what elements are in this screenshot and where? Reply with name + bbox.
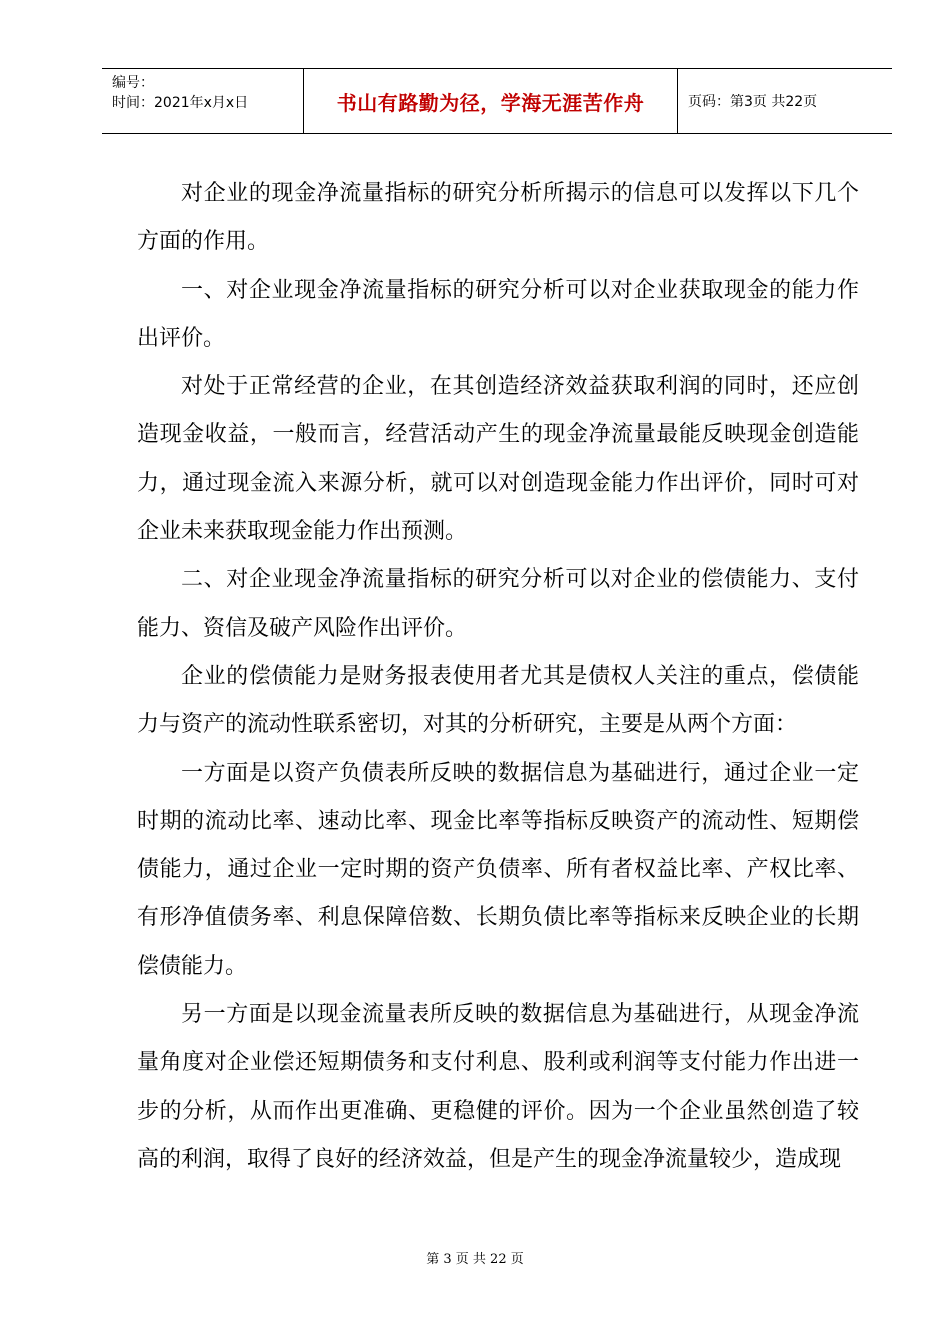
paragraph: 对处于正常经营的企业，在其创造经济效益获取利润的同时，还应创造现金收益，一般而言，经营活动产生的现金净流量最能反映现金创造能力，通过现金流入来源分析，就可以对创造现金能力作出评价，同时可对企业未来获取现金能力作出预测。 xyxy=(137,374,859,545)
paragraph: 企业的偿债能力是财务报表使用者尤其是债权人关注的重点，偿债能力与资产的流动性联系密切，对其的分析研究，主要是从两个方面： xyxy=(137,663,859,738)
paragraph: 另一方面是以现金流量表所反映的数据信息为基础进行，从现金净流量角度对企业偿还短期债务和支付利息、股利或利润等支付能力作出进一步的分析，从而作出更准确、更稳健的评价。因为一个企业虽然创造了较高的利润，取得了良好的经济效益，但是产生的现金净流量较少，造成现 xyxy=(137,1002,859,1172)
paragraph: 对企业的现金净流量指标的研究分析所揭示的信息可以发挥以下几个方面的作用。 xyxy=(137,181,859,255)
number-label: 编号： xyxy=(112,75,154,91)
header-motto: 书山有路勤为径，学海无涯苦作舟 xyxy=(304,69,678,133)
page-footer: 第 3 页 共 22 页 xyxy=(426,1252,524,1267)
page-header xyxy=(102,68,892,134)
paragraph: 一方面是以资产负债表所反映的数据信息为基础进行，通过企业一定时期的流动比率、速动比率、现金比率等指标反映资产的流动性、短期偿债能力，通过企业一定时期的资产负债率、所有者权益比率、产权比率、有形净值债务率、利息保障倍数、长期负债比率等指标来反映企业的长期偿债能力。 xyxy=(137,760,859,979)
time-label: 时间：2021年x月x日 xyxy=(112,95,249,111)
paragraph: 二、对企业现金净流量指标的研究分析可以对企业的偿债能力、支付能力、资信及破产风险作出评价。 xyxy=(137,567,859,641)
document-body xyxy=(137,170,859,1184)
header-page-info: 页码：第3页 共22页 xyxy=(688,94,818,110)
paragraph: 一、对企业现金净流量指标的研究分析可以对企业获取现金的能力作出评价。 xyxy=(137,277,859,351)
header-meta xyxy=(102,69,304,133)
